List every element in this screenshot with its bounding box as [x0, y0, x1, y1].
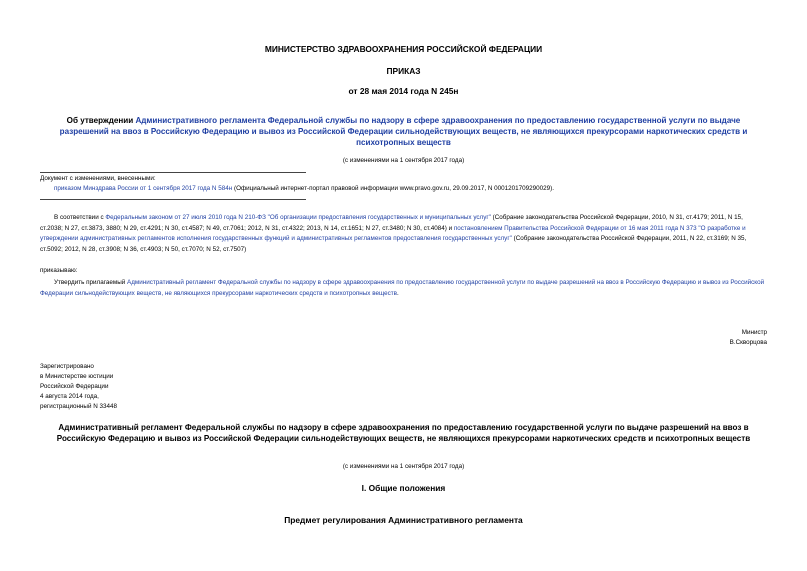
changes-entry — [40, 184, 767, 195]
changes-rule-bottom — [40, 199, 306, 200]
order-title — [50, 115, 757, 148]
signature-block — [730, 328, 767, 348]
registration-line: регистрационный N 33448 — [40, 403, 118, 410]
registration-block — [40, 362, 117, 412]
preamble-text-1: В соответствии с — [54, 214, 106, 221]
changes-rule-top — [40, 172, 306, 173]
regulation-revision: (с изменениями на 1 сентября 2017 года) — [342, 463, 465, 470]
preamble-text-2: (Собрание законодательства Российской Федерации, 2010, N 31, ст.4179; 2011, N 15, ст.2038; N 27, ст.3873, 3880; N 29, ст.4291; N 30, ст.4587; N 49, ст.7061; 2012, N 31, ст.4322; 2013, N 14, ст.1651; N 27, ст.3480; N 30, ст.4084) и — [40, 214, 743, 232]
regulation-title: Административный регламент Федеральной службы по надзору в сфере здравоохранения по предоставлению государственной услуги по выдаче разрешений на ввоз в Российскую Федерацию и вывоз из Российской Федерации сильнодействующих веществ, не являющихся прекурсорами наркотических средств и психотропных веществ — [56, 423, 751, 443]
order-regulation-link[interactable]: Административный регламент Федеральной службы по надзору в сфере здравоохранения по предоставлению государственной услуги по выдаче разрешений на ввоз в Российскую Федерацию и вывоз из Российской Федерации сильнодействующих веществ, не являющихся прекурсорами наркотических средств и психотропных веществ — [40, 279, 765, 297]
preamble-link-decree[interactable]: постановлением Правительства Российской Федерации от 16 мая 2011 года N 373 "О разработке и утверждении административных регламентов исполнения государственных функций и административных регламентов предоставления государственных услуг" — [40, 224, 746, 243]
preamble-text-3: (Собрание законодательства Российской Федерации, 2011, N 22, ст.3169; N 35, ст.5092; 2012, N 28, ст.3908; N 36, ст.4903; N 50, ст.7070; N 52, ст.7507) — [40, 235, 747, 253]
ministry-heading: МИНИСТЕРСТВО ЗДРАВООХРАНЕНИЯ РОССИЙСКОЙ ФЕДЕРАЦИИ — [264, 44, 543, 54]
registration-line: 4 августа 2014 года, — [40, 393, 99, 400]
order-text-1: Утвердить прилагаемый — [54, 279, 128, 286]
order-title-link[interactable]: Административного регламента Федеральной службы по надзору в сфере здравоохранения по предоставлению государственной услуги по выдаче разрешений на ввоз в Российскую Федерацию и вывоз из Российской Федерации сильнодействующих веществ, не являющихся прекурсорами наркотических средств и психотропных веществ — [59, 116, 748, 147]
title-revision: (с изменениями на 1 сентября 2017 года) — [342, 157, 465, 164]
order-title-prefix: Об утверждении — [66, 116, 136, 125]
section-heading: I. Общие положения — [361, 483, 446, 493]
doc-type: ПРИКАЗ — [386, 66, 421, 76]
changes-caption: Документ с изменениями, внесенными: — [40, 175, 156, 182]
signature-position: Министр — [741, 329, 767, 336]
changes-rest: (Официальный интернет-портал правовой информации www.pravo.gov.ru, 29.09.2017, N 0001201709290029). — [232, 185, 554, 192]
preamble-paragraph — [40, 213, 767, 255]
order-paragraph — [40, 278, 767, 299]
order-word: приказываю: — [40, 267, 78, 274]
order-text-2: . — [396, 289, 399, 297]
signature-name: В.Скворцова — [729, 339, 767, 346]
doc-date-number: от 28 мая 2014 года N 245н — [348, 86, 459, 96]
preamble-link-law[interactable]: Федеральным законом от 27 июля 2010 года N 210-ФЗ "Об организации предоставления государственных и муниципальных услуг" — [105, 214, 491, 221]
subsection-heading: Предмет регулирования Административного регламента — [284, 515, 523, 525]
registration-line: Зарегистрировано — [40, 363, 94, 370]
registration-line: в Министерстве юстиции — [40, 373, 114, 380]
changes-link[interactable]: приказом Минздрава России от 1 сентября 2017 года N 584н — [54, 185, 233, 192]
registration-line: Российской Федерации — [40, 383, 109, 390]
